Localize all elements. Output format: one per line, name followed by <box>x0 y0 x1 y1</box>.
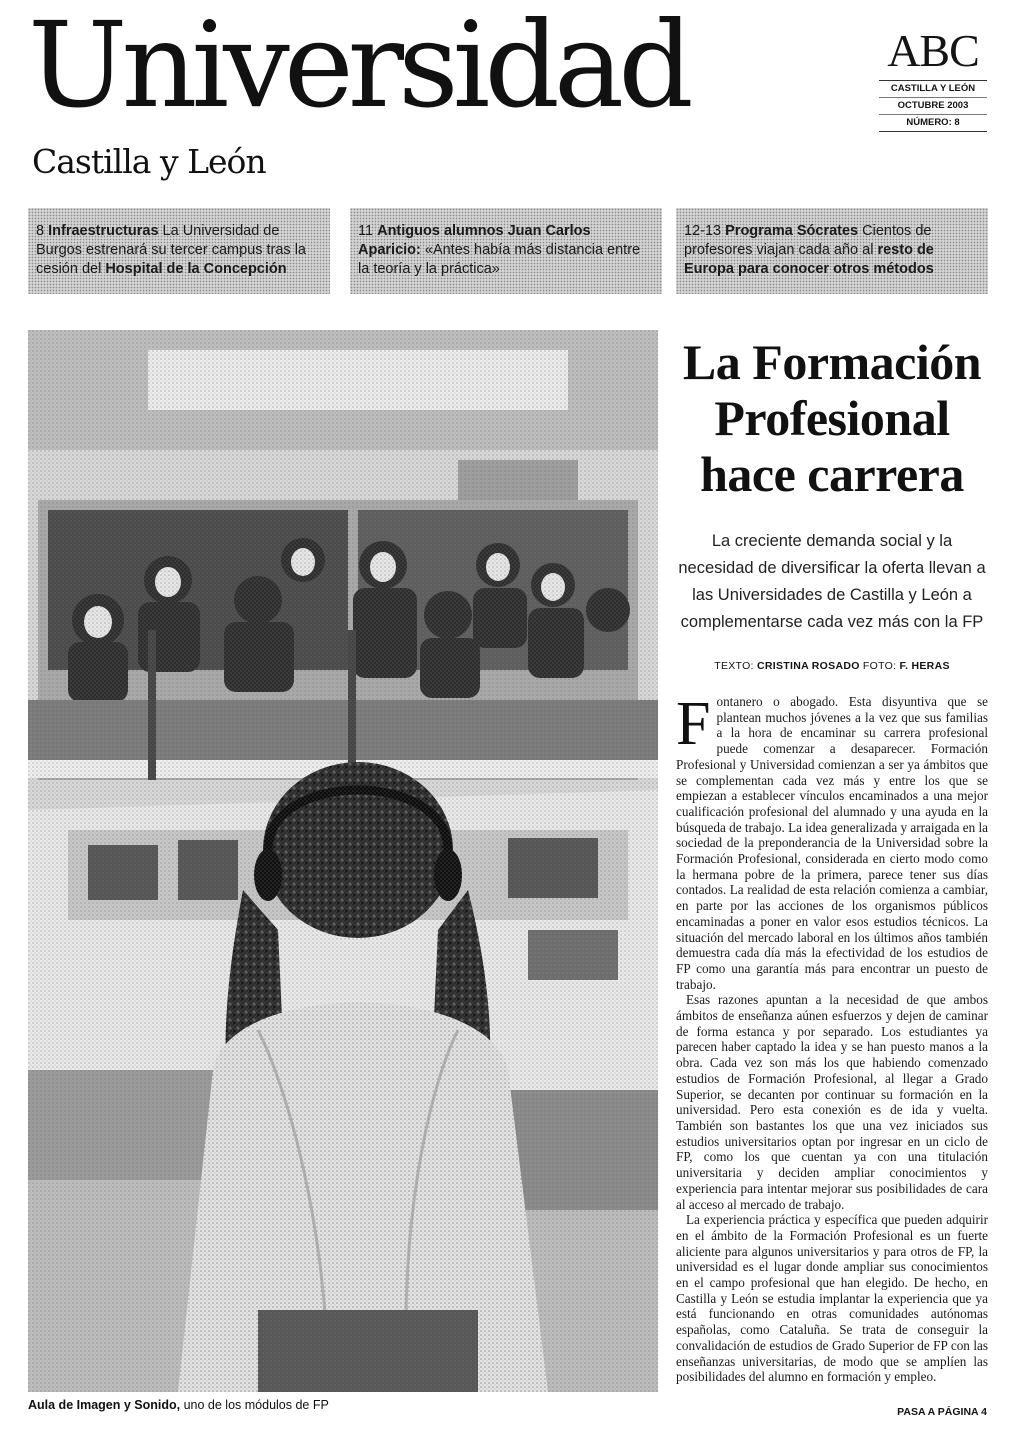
classroom-photo <box>28 330 658 1392</box>
edition-label: CASTILLA Y LEÓN <box>879 81 987 98</box>
byline-photo-label: FOTO: <box>862 660 897 672</box>
classroom-photo-illustration <box>28 330 658 1392</box>
issue-number: NÚMERO: 8 <box>906 117 960 128</box>
byline-text-author: CRISTINA ROSADO <box>756 660 860 672</box>
issue-date: OCTUBRE 2003 <box>879 98 987 115</box>
caption-bold: Aula de Imagen y Sonido, <box>28 1398 181 1412</box>
teaser-infraestructuras[interactable] <box>28 208 330 294</box>
teaser-page-number: 8 <box>36 223 45 239</box>
teaser-page-number: 11 <box>358 223 374 239</box>
article-paragraph: Esas razones apuntan a la necesidad de que ambos ámbitos de enseñanza aúnen esfuerzos y dejen de caminar de forma estanca y por separado. Los estudiantes ya parecen haber captado la idea y se han puesto manos a la obra. Cada vez son más los que habiendo comenzado estudios de Formación Profesional, al llegar a Grado Superior, se decanten por continuar su formación en la universidad. Pero esta conexión es de ida y vuelta. También son bastantes los que una vez iniciados sus estudios universitarios optan por ingresar en un ciclo de FP, como los que cuentan ya con una titulación universitaria y deciden ampliar conocimientos y experiencia para intentar mejorar sus posibilidades de cara al acceso al mercado de trabajo. <box>676 992 988 1212</box>
masthead-title: Universidad <box>28 0 688 134</box>
article-subhead: La creciente demanda social y la necesidad de diversificar la oferta llevan a las Universidades de Castilla y León a complementarse cada vez más con la FP <box>678 532 986 631</box>
teaser-page-number: 12-13 <box>684 223 722 239</box>
teaser-text: La Universidad de Burgos estrenará su tercer campus tras la cesión del <box>36 223 306 277</box>
teaser-section: Antiguos alumnos Juan Carlos Aparicio: <box>358 223 591 258</box>
byline-text-label: TEXTO: <box>714 660 754 672</box>
teaser-text: «Antes había más distancia entre la teoría y la práctica» <box>358 242 641 277</box>
article-byline <box>674 660 990 672</box>
byline-photo-author: F. HERAS <box>899 660 950 672</box>
drop-cap: F <box>676 694 711 758</box>
paragraph-1-text: ontanero o abogado. Esta disyuntiva que se plantean muchos jóvenes a la vez que sus familias a la hora de encaminar su carrera profesional puede comenzar a desaparecer. Formación Profesional y Universidad comienzan a ser ya ámbitos que se complementan cada vez más y entre los que se empiezan a establecer vínculos encaminados a una mejor cualificación profesional del alumnado y una ayuda en la búsqueda de trabajo. La idea generalizada y arraigada en la sociedad de la preponderancia de la Universidad sobre la Formación Profesional, considerada en cierto modo como la hermana pobre de la primera, parece tener sus días contados. La realidad de esta relación comienza a cambiar, en parte por las acciones de los organismos públicos encaminadas a poner en valor esos estudios técnicos. La situación del mercado laboral en los últimos años también demuestra cada día más la efectividad de los estudios de FP como una garantía más para encontrar un puesto de trabajo. <box>676 694 988 992</box>
photo-caption <box>28 1398 668 1412</box>
article-body <box>676 694 988 1394</box>
teaser-highlight: Hospital de la Concepción <box>105 261 287 277</box>
continued-on-page-link[interactable]: PASA A PÁGINA 4 <box>897 1406 987 1418</box>
article-paragraph: La experiencia práctica y específica que pueden adquirir en el ámbito de la Formación Profesional es un fuerte aliciente para algunos universitarios y para otros de FP, la universidad es el lugar donde ampliar sus conocimientos en el campo profesional que han elegido. De hecho, en Castilla y León se estudia implantar la experiencia que ya está funcionando en otras comunidades autónomas españolas, como Cataluña. Se trata de conseguir la convalidación de estudios de Grado Superior de FP con las enseñanzas universitarias, de modo que se amplíen las posibilidades del alumno en formación y empleo. <box>676 1212 988 1385</box>
article-headline: La Formación Profesional hace carrera <box>682 334 982 502</box>
newspaper-brand-box <box>879 25 987 132</box>
abc-logo: ABC <box>887 25 979 76</box>
teaser-text: Cientos de profesores viajan cada año al <box>684 223 932 258</box>
teaser-section: Infraestructuras <box>48 223 159 239</box>
issue-info <box>879 80 987 132</box>
teaser-highlight: resto de Europa para conocer otros métodos <box>684 242 934 277</box>
masthead-subtitle: Castilla y León <box>32 142 266 181</box>
teaser-antiguos-alumnos[interactable] <box>350 208 662 294</box>
teaser-section: Programa Sócrates <box>725 223 859 239</box>
teaser-row <box>28 208 988 294</box>
caption-text: uno de los módulos de FP <box>183 1398 329 1412</box>
teaser-programa-socrates[interactable] <box>676 208 988 294</box>
article-paragraph <box>676 694 988 992</box>
